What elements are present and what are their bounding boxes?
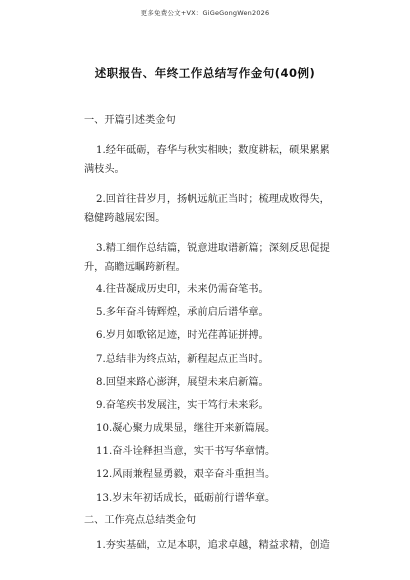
paragraph-line: 满枝头。 [84, 164, 125, 175]
paragraph-line: 1.夯实基础，立足本职，追求卓越，精益求精，创造 [96, 540, 330, 551]
paragraph-line: 5.多年奋斗铸辉煌，承前启后谱华章。 [96, 307, 269, 318]
paragraph-line: 4.往昔凝成历史印，未来仍需奋笔书。 [96, 284, 269, 295]
document-title: 述职报告、年终工作总结写作金句(40例) [94, 66, 316, 80]
paragraph-line: 6.岁月如歌铭足迹，时光荏苒证拼搏。 [96, 330, 269, 341]
page-header: 更多免费公文+VX：GiGeGongWen2026 [140, 9, 270, 17]
paragraph-line: 9.奋笔疾书发展注，实干笃行未来彩。 [96, 400, 269, 411]
paragraph-line: 7.总结非为终点站，新程起点正当时。 [96, 354, 269, 365]
section-heading: 二、工作亮点总结类金句 [84, 515, 197, 526]
paragraph-line: 1.经年砥砺，春华与秋实相映；数度耕耘，硕果累累 [96, 145, 330, 156]
paragraph-line: 13.岁末年初话成长，砥砺前行谱华章。 [96, 493, 276, 504]
paragraph-line: 稳健跨越展宏图。 [84, 213, 166, 224]
paragraph-line: 2.回首往昔岁月，扬帆远航正当时；梳理成败得失， [96, 194, 330, 205]
section-heading: 一、开篇引述类金句 [84, 115, 176, 126]
paragraph-line: 12.风雨兼程显勇毅，艰辛奋斗重担当。 [96, 469, 276, 480]
paragraph-line: 10.凝心聚力成果显，继往开来新篇展。 [96, 423, 276, 434]
paragraph-line: 升，高瞻远瞩跨新程。 [84, 262, 186, 273]
paragraph-line: 11.奋斗诠释担当意，实干书写华章情。 [96, 446, 276, 457]
paragraph-line: 3.精工细作总结篇，锐意进取谱新篇；深刻反思促提 [96, 243, 330, 254]
paragraph-line: 8.回望来路心澎湃，展望未来启新篇。 [96, 377, 269, 388]
